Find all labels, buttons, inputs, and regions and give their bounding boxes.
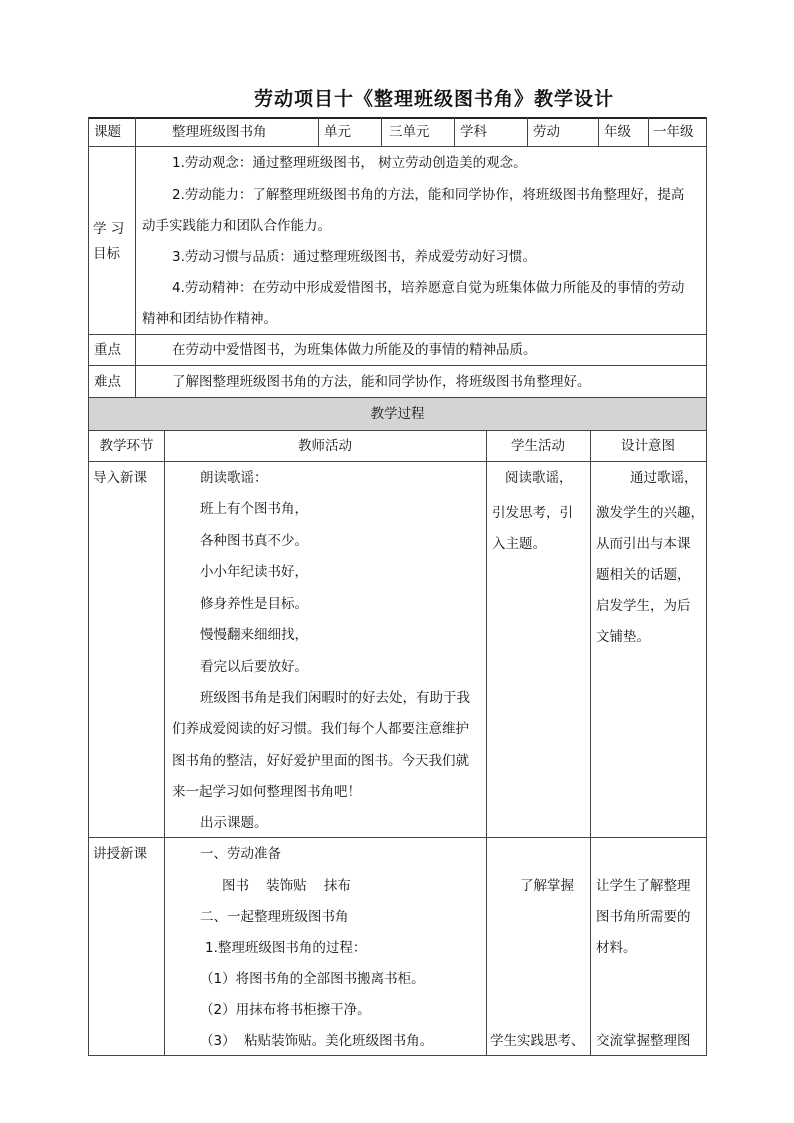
topic-value: 整理班级图书角 xyxy=(172,124,267,140)
goal-line: 2.劳动能力：了解整理班级图书角的方法，能和同学协作，将班级图书角整理好，提高 xyxy=(172,187,685,203)
intent-line: 文铺垫。 xyxy=(596,629,650,645)
column-header-teacher: 教师活动 xyxy=(298,438,352,454)
row-divider xyxy=(88,837,707,838)
row-divider xyxy=(88,430,707,431)
intent-line: 激发学生的兴趣， xyxy=(596,505,704,521)
student-line: 学生实践思考、 xyxy=(490,1033,585,1049)
intent-line: 图书角所需要的 xyxy=(596,909,691,925)
goal-line: 4.劳动精神：在劳动中形成爱惜图书，培养愿意自觉为班集体做力所能及的事情的劳动 xyxy=(172,280,685,296)
col-divider xyxy=(164,430,165,1055)
row-divider xyxy=(88,461,707,462)
col-divider xyxy=(590,430,591,1055)
col-divider xyxy=(486,430,487,1055)
teacher-line: 慢慢翻来细细找， xyxy=(200,627,308,643)
table-bottom-border xyxy=(88,1055,707,1056)
intent-line: 从而引出与本课 xyxy=(596,536,691,552)
teacher-line: 来一起学习如何整理图书角吧！ xyxy=(172,784,361,800)
subject-label: 学科 xyxy=(460,124,487,140)
table-top-border xyxy=(88,117,707,119)
teacher-line: 班级图书角是我们闲暇时的好去处，有助于我 xyxy=(200,690,470,706)
table-right-border xyxy=(706,117,707,1055)
column-header-intent: 设计意图 xyxy=(621,438,675,454)
subject-value: 劳动 xyxy=(533,124,560,140)
teacher-line: 二、一起整理班级图书角 xyxy=(200,909,349,925)
column-header-stage: 教学环节 xyxy=(99,438,154,454)
grade-label: 年级 xyxy=(604,124,631,140)
key-point-label: 重点 xyxy=(94,342,121,358)
teacher-line: 班上有个图书角， xyxy=(200,501,308,517)
intent-line: 启发学生，为后 xyxy=(596,598,691,614)
col-divider xyxy=(318,117,319,146)
goals-label-line2: 目标 xyxy=(93,246,120,262)
col-divider xyxy=(381,117,382,146)
student-line: 引发思考，引 xyxy=(492,505,573,521)
goal-line: 精神和团结协作精神。 xyxy=(142,311,277,327)
row-divider xyxy=(88,334,707,335)
teacher-line: 们养成爱阅读的好习惯。我们每个人都要注意维护 xyxy=(172,721,469,737)
teacher-line: 出示课题。 xyxy=(200,815,268,831)
teacher-line: 1.整理班级图书角的过程： xyxy=(205,940,367,956)
col-divider xyxy=(648,117,649,146)
student-line: 阅读歌谣， xyxy=(505,470,573,486)
process-header: 教学过程 xyxy=(370,406,425,422)
column-header-student: 学生活动 xyxy=(511,438,565,454)
student-line: 了解掌握 xyxy=(520,878,574,894)
goal-line: 1.劳动观念：通过整理班级图书， 树立劳动创造美的观念。 xyxy=(172,155,527,171)
row-divider xyxy=(88,146,707,147)
col-divider xyxy=(454,117,455,146)
teacher-line: 一、劳动准备 xyxy=(200,846,281,862)
materials-line: 图书 装饰贴 抹布 xyxy=(222,878,351,894)
intent-line: 题相关的话题， xyxy=(596,567,691,583)
intent-line: 交流掌握整理图 xyxy=(596,1033,691,1049)
teacher-line: 朗读歌谣： xyxy=(200,470,268,486)
intent-line: 材料。 xyxy=(596,940,637,956)
grade-value: 一年级 xyxy=(653,124,694,140)
teacher-line: 各种图书真不少。 xyxy=(200,533,308,549)
teacher-line: 小小年纪读书好， xyxy=(200,564,308,580)
student-line: 入主题。 xyxy=(492,536,546,552)
key-point-text: 在劳动中爱惜图书，为班集体做力所能及的事情的精神品质。 xyxy=(172,342,537,358)
goal-line: 3.劳动习惯与品质：通过整理班级图书，养成爱劳动好习惯。 xyxy=(172,249,536,265)
goals-label-line1: 学 习 xyxy=(93,221,125,237)
intent-line: 通过歌谣， xyxy=(630,470,698,486)
stage-intro: 导入新课 xyxy=(93,470,147,486)
teacher-line: 图书角的整洁，好好爱护里面的图书。今天我们就 xyxy=(172,753,469,769)
teacher-line: （3） 粘贴装饰贴。美化班级图书角。 xyxy=(200,1033,434,1049)
topic-label: 课题 xyxy=(94,124,121,140)
teacher-line: （1）将图书角的全部图书搬离书柜。 xyxy=(200,971,425,987)
difficulty-text: 了解图整理班级图书角的方法，能和同学协作，将班级图书角整理好。 xyxy=(172,374,591,390)
teacher-line: 看完以后要放好。 xyxy=(200,659,308,675)
goal-line: 动手实践能力和团队合作能力。 xyxy=(142,218,331,234)
teacher-line: （2）用抹布将书柜擦干净。 xyxy=(200,1002,371,1018)
col-divider xyxy=(527,117,528,146)
unit-label: 单元 xyxy=(324,124,351,140)
col-divider xyxy=(598,117,599,146)
intent-line: 让学生了解整理 xyxy=(596,878,691,894)
teacher-line: 修身养性是目标。 xyxy=(200,596,308,612)
row-divider xyxy=(88,365,707,366)
document-title: 劳动项目十《整理班级图书角》教学设计 xyxy=(253,88,614,110)
unit-value: 三单元 xyxy=(389,124,430,140)
difficulty-label: 难点 xyxy=(94,374,121,390)
table-left-border xyxy=(88,117,89,1055)
stage-new-lesson: 讲授新课 xyxy=(93,846,147,862)
col-divider xyxy=(135,117,136,397)
